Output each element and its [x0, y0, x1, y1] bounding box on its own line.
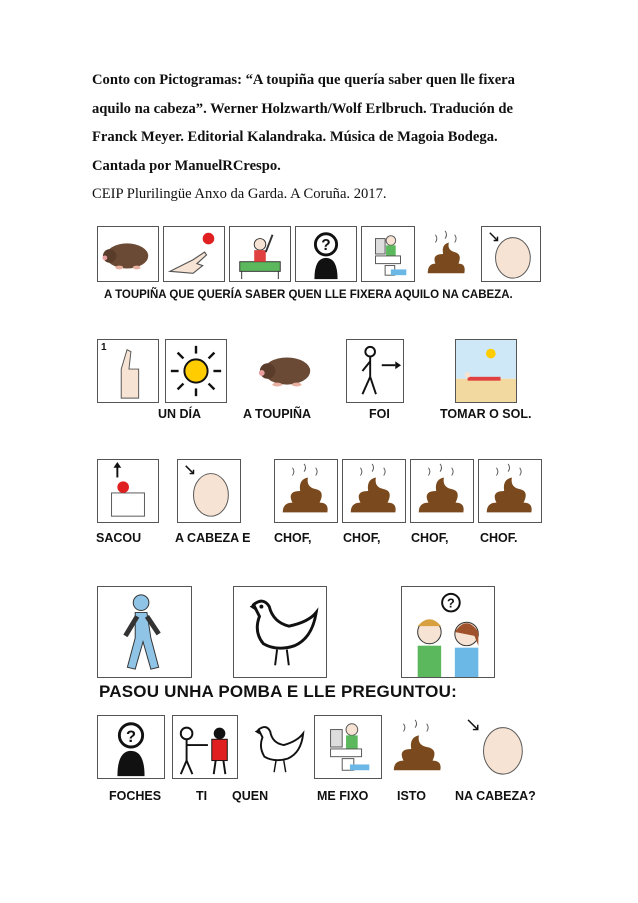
- walking-person-pictogram: [346, 339, 404, 403]
- take-out-box-pictogram: [97, 459, 159, 523]
- poop-pictogram-5: [478, 459, 542, 523]
- student-raising-hand-pictogram: [229, 226, 291, 282]
- toilet-pictogram-2: [314, 715, 382, 779]
- question-person-pictogram-2: [97, 715, 165, 779]
- head-pictogram-2: [177, 459, 241, 523]
- label-a-cabeza-e: A CABEZA E: [175, 531, 251, 545]
- svg-text:?: ?: [125, 728, 137, 747]
- label-me-fixo: ME FIXO: [317, 789, 369, 803]
- pigeon-pictogram-2: [244, 715, 310, 779]
- label-foi: FOI: [369, 407, 390, 421]
- intro-line-5: CEIP Plurilingüe Anxo da Garda. A Coruña. 2017.: [92, 186, 387, 202]
- label-chof-2: CHOF,: [343, 531, 381, 545]
- pointing-hand-pictogram: [163, 226, 225, 282]
- label-quen: QUEN: [232, 789, 269, 803]
- mole-pictogram-2: [253, 339, 319, 403]
- row1-caption: A TOUPIÑA QUE QUERÍA SABER QUEN LLE FIXERA AQUILO NA CABEZA.: [104, 289, 513, 301]
- you-pointing-pictogram: [172, 715, 238, 779]
- label-foches: FOCHES: [109, 789, 162, 803]
- label-un-dia: UN DÍA: [158, 407, 202, 421]
- row4-caption: PASOU UNHA POMBA E LLE PREGUNTOU:: [99, 682, 457, 701]
- toilet-pictogram: [361, 226, 415, 282]
- poop-pictogram: [419, 226, 473, 282]
- poop-pictogram-3: [342, 459, 406, 523]
- label-chof-1: CHOF,: [274, 531, 312, 545]
- question-person-pictogram: [295, 226, 357, 282]
- intro-line-1: Conto con Pictogramas: “A toupiña que quería saber quen lle fixera: [92, 72, 515, 88]
- sun-pictogram: [165, 339, 227, 403]
- conversation-question-pictogram: [401, 586, 495, 678]
- label-ti: TI: [196, 789, 208, 803]
- walking-blue-person-pictogram: [97, 586, 192, 678]
- number-one-label: 1: [101, 342, 107, 353]
- label-na-cabeza: NA CABEZA?: [455, 789, 536, 803]
- label-tomar-o-sol: TOMAR O SOL.: [440, 407, 532, 421]
- intro-line-4: Cantada por ManuelRCrespo.: [92, 157, 281, 174]
- label-sacou: SACOU: [96, 531, 142, 545]
- label-chof-3: CHOF,: [411, 531, 449, 545]
- beach-sunbathing-pictogram: [455, 339, 517, 403]
- intro-line-3: Franck Meyer. Editorial Kalandraka. Música de Magoia Bodega.: [92, 129, 498, 145]
- pigeon-pictogram: [233, 586, 327, 678]
- intro-line-2: aquilo na cabeza”. Werner Holzwarth/Wolf Erlbruch. Tradución de: [92, 100, 513, 117]
- label-isto: ISTO: [397, 789, 426, 803]
- intro-text: [92, 66, 562, 209]
- svg-text:?: ?: [321, 237, 331, 255]
- head-pictogram-3: [457, 715, 543, 779]
- poop-pictogram-4: [410, 459, 474, 523]
- poop-pictogram-2: [274, 459, 338, 523]
- poop-pictogram-6: [385, 715, 451, 779]
- head-pictogram: [481, 226, 541, 282]
- label-a-toupina: A TOUPIÑA: [243, 407, 312, 421]
- mole-pictogram: [97, 226, 159, 282]
- label-chof-4: CHOF.: [480, 531, 518, 545]
- svg-text:?: ?: [447, 595, 455, 611]
